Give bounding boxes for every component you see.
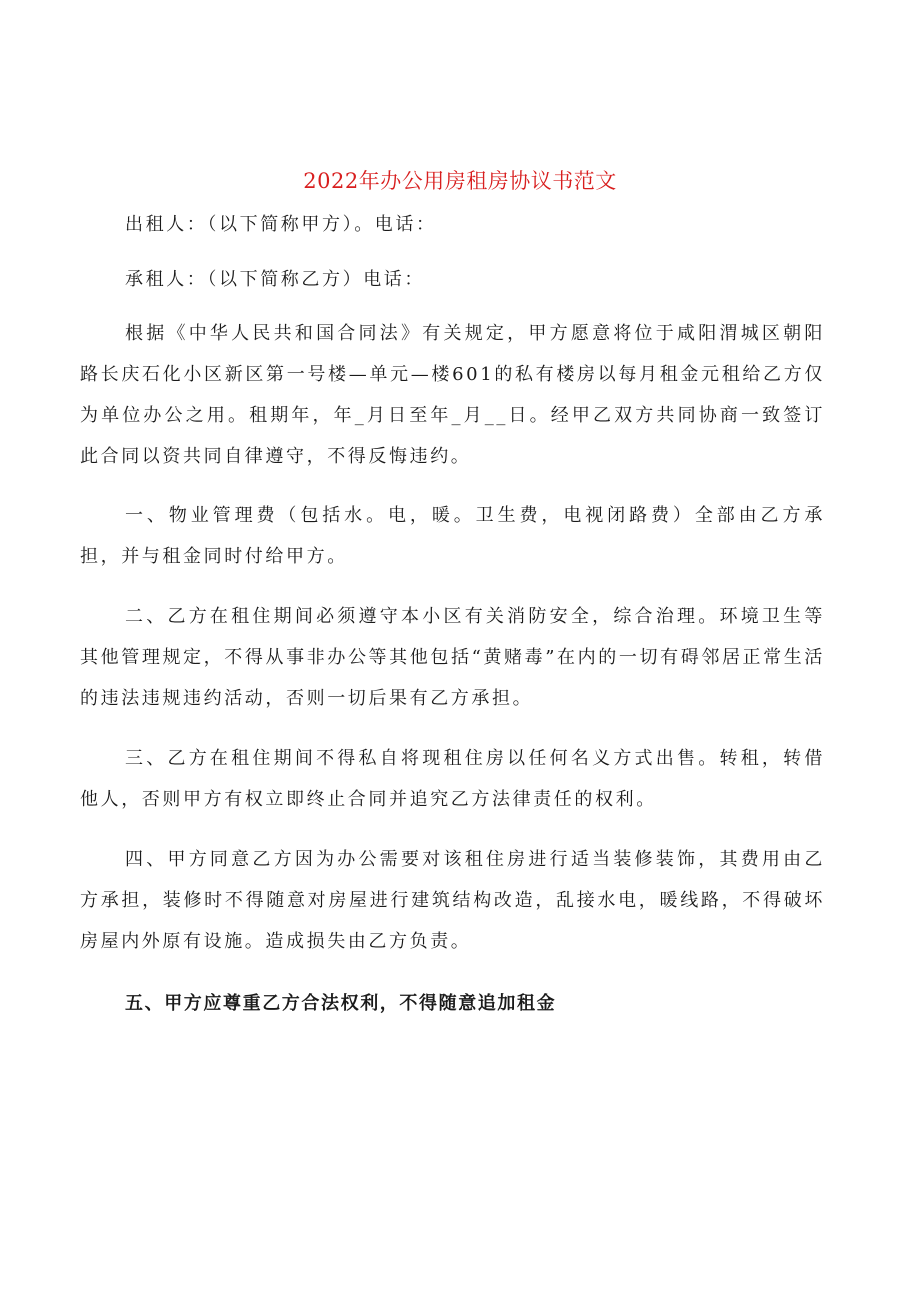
clause-4: 四、甲方同意乙方因为办公需要对该租住房进行适当装修装饰，其费用由乙方承担，装修时不得随意对房屋进行建筑结构改造，乱接水电，暖线路，不得破坏房屋内外原有设施。造成损失由乙方负责。 bbox=[80, 849, 825, 952]
intro-paragraph: 根据《中华人民共和国合同法》有关规定，甲方愿意将位于咸阳渭城区朝阳路长庆石化小区新区第一号楼—单元—楼601的私有楼房以每月租金元租给乙方仅为单位办公之用。租期年，年_月日至年_月__日。经甲乙双方共同协商一致签订此合同以资共同自律遵守，不得反悔违约。 bbox=[80, 323, 825, 467]
clause-3: 三、乙方在租住期间不得私自将现租住房以任何名义方式出售。转租，转借他人，否则甲方有权立即终止合同并追究乙方法律责任的权利。 bbox=[80, 748, 825, 810]
clause-2: 二、乙方在租住期间必须遵守本小区有关消防安全，综合治理。环境卫生等其他管理规定，不得从事非办公等其他包括“黄赌毒”在内的一切有碍邻居正常生活的违法违规违约活动，否则一切后果有乙方承担。 bbox=[80, 606, 825, 709]
document-title: 2022年办公用房租房协议书范文 bbox=[303, 169, 617, 193]
clause-5: 五、甲方应尊重乙方合法权利，不得随意追加租金 bbox=[125, 993, 557, 1014]
clause-1: 一、物业管理费（包括水。电，暖。卫生费，电视闭路费）全部由乙方承担，并与租金同时付给甲方。 bbox=[80, 505, 825, 567]
lessee-line: 承租人：（以下简称乙方）电话： bbox=[125, 269, 425, 290]
lessor-line: 出租人：（以下简称甲方）。电话： bbox=[125, 214, 437, 235]
